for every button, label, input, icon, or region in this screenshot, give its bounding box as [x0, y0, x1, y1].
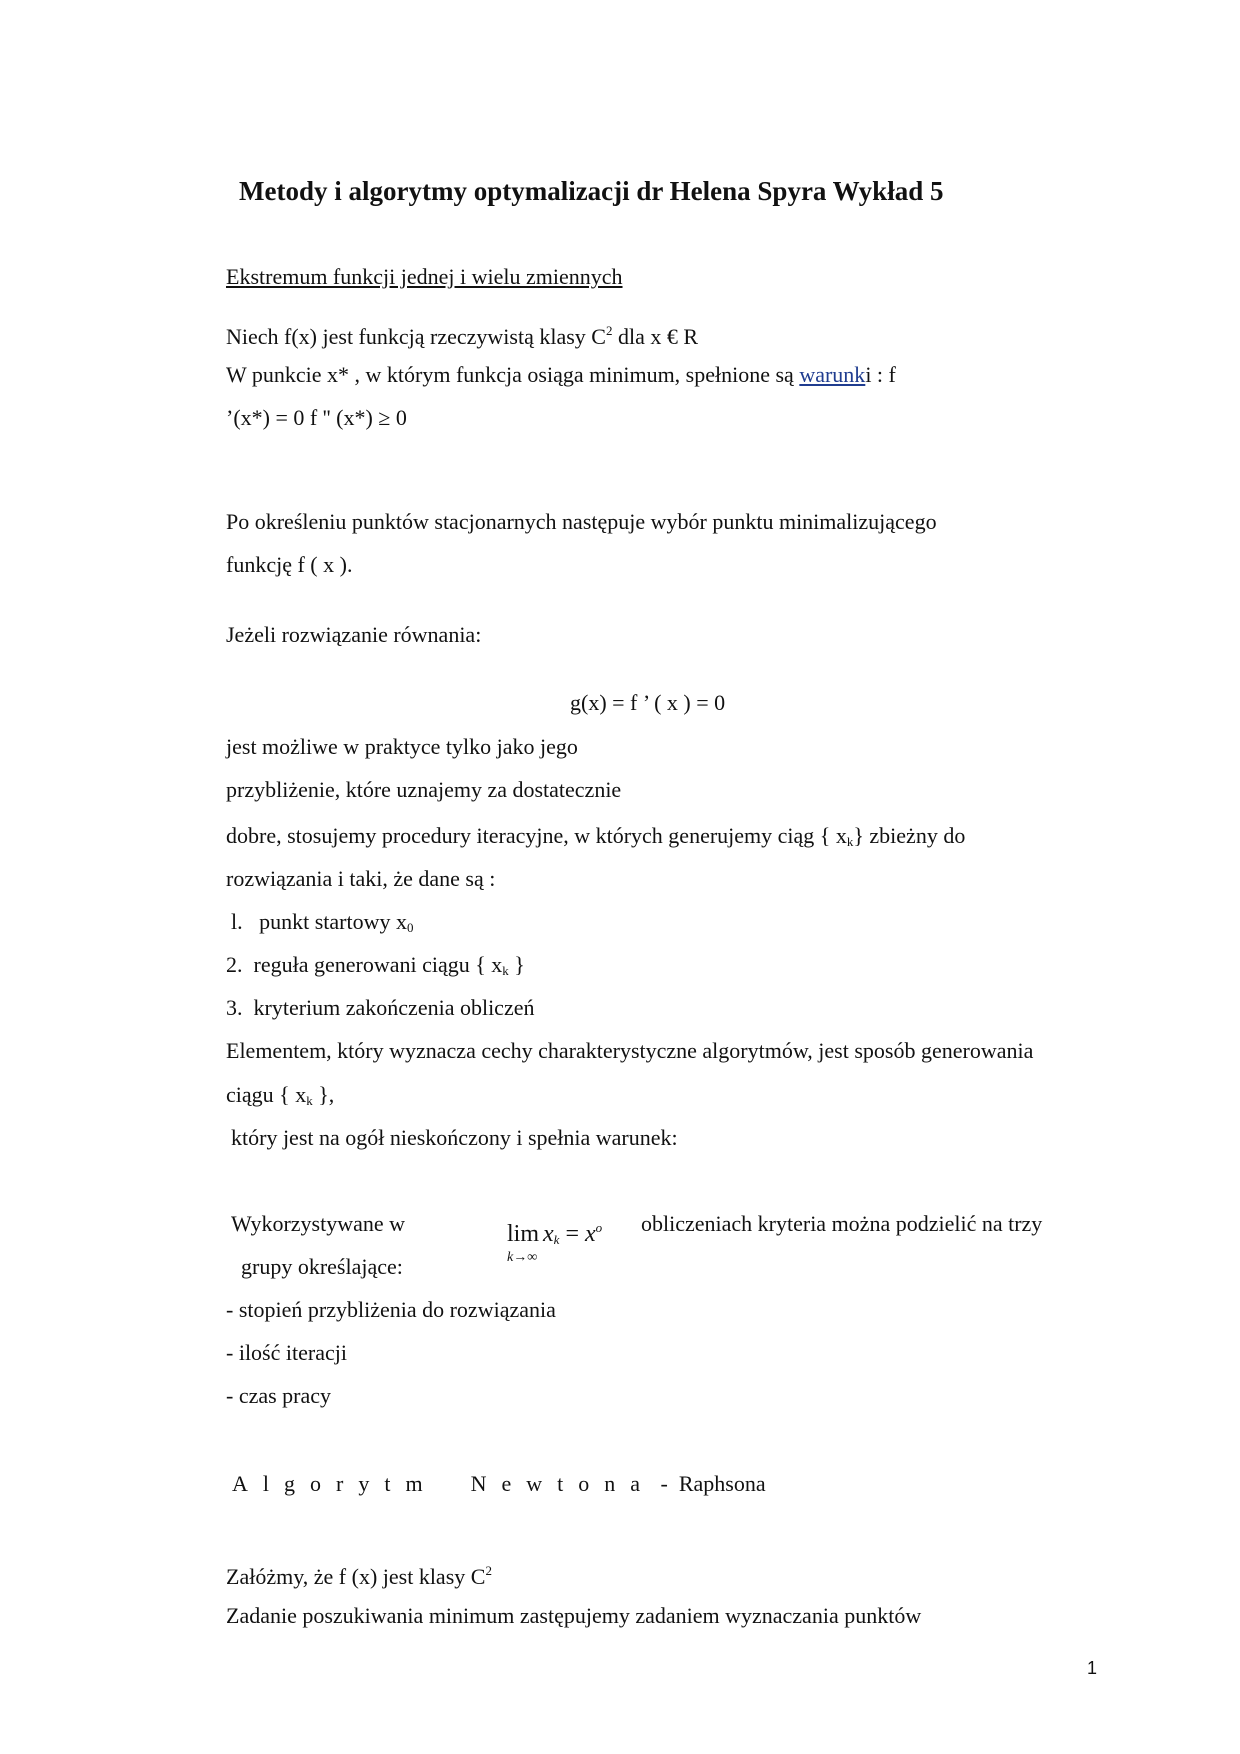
paragraph-zalozmy: Załóżmy, że f (x) jest klasy $C^2$ — [226, 1563, 492, 1589]
equation-g: g(x) = f ’ ( x ) = 0 — [570, 690, 726, 715]
paragraph-line-7: przybliżenie, które uznajemy za dostatecznie — [226, 777, 622, 802]
warunki-link[interactable]: warunk — [799, 362, 866, 387]
limit-formula: $\lim x_k = x^o$ k→∞ — [507, 1220, 603, 1265]
paragraph-grupy: grupy określające: — [241, 1254, 403, 1279]
paragraph-niech: Niech f(x) jest funkcją rzeczywistą klasy $C^2$ dla x € R — [226, 323, 699, 349]
paragraph-line-6: jest możliwe w praktyce tylko jako jego — [226, 734, 578, 759]
paragraph-zadanie: Zadanie poszukiwania minimum zastępujemy zadaniem wyznaczania punktów — [226, 1603, 922, 1628]
bullet-item: - ilość iteracji — [226, 1340, 347, 1365]
paragraph-line-9: rozwiązania i taki, że dane są : — [226, 866, 496, 891]
conditions-line: ’(x*) = 0 f '' (x*) ≥ 0 — [226, 405, 407, 430]
list-item: 3. kryterium zakończenia obliczeń — [226, 995, 535, 1020]
bullet-item: - stopień przybliżenia do rozwiązania — [226, 1297, 556, 1322]
paragraph-line-8: dobre, stosujemy procedury iteracyjne, w których generujemy ciąg { $x_k$} zbieżny do — [226, 823, 966, 849]
list-item: 2. reguła generowani ciągu { $x_k$ } — [226, 952, 525, 978]
document-title: Metody i algorytmy optymalizacji dr Helena Spyra Wykład 5 — [239, 176, 944, 206]
bullet-item: - czas pracy — [226, 1383, 332, 1408]
section-heading: Ekstremum funkcji jednej i wielu zmiennych — [226, 264, 623, 289]
paragraph-w-punkcie: W punkcie x* , w którym funkcja osiąga minimum, spełnione są warunki : f — [226, 362, 896, 387]
paragraph-warunek: który jest na ogół nieskończony i spełnia warunek: — [231, 1125, 678, 1150]
paragraph-stationary-cont: funkcję f ( x ). — [226, 552, 353, 577]
list-item: l. punkt startowy $x_0$ — [231, 909, 414, 935]
paragraph-stationary: Po określeniu punktów stacjonarnych następuje wybór punktu minimalizującego — [226, 509, 937, 534]
paragraph-wykorzystywane: Wykorzystywane w — [231, 1211, 406, 1236]
paragraph-jezeli: Jeżeli rozwiązanie równania: — [226, 622, 482, 647]
page-number: 1 — [1087, 1658, 1098, 1678]
algorithm-heading: Algorytm Newtona - Raphsona — [232, 1471, 766, 1496]
paragraph-obliczeniach: obliczeniach kryteria można podzielić na trzy — [641, 1211, 1043, 1236]
paragraph-ciagu: ciągu { $x_k$ }, — [226, 1082, 335, 1108]
paragraph-elementem: Elementem, który wyznacza cechy charakterystyczne algorytmów, jest sposób generowania — [226, 1038, 1034, 1063]
